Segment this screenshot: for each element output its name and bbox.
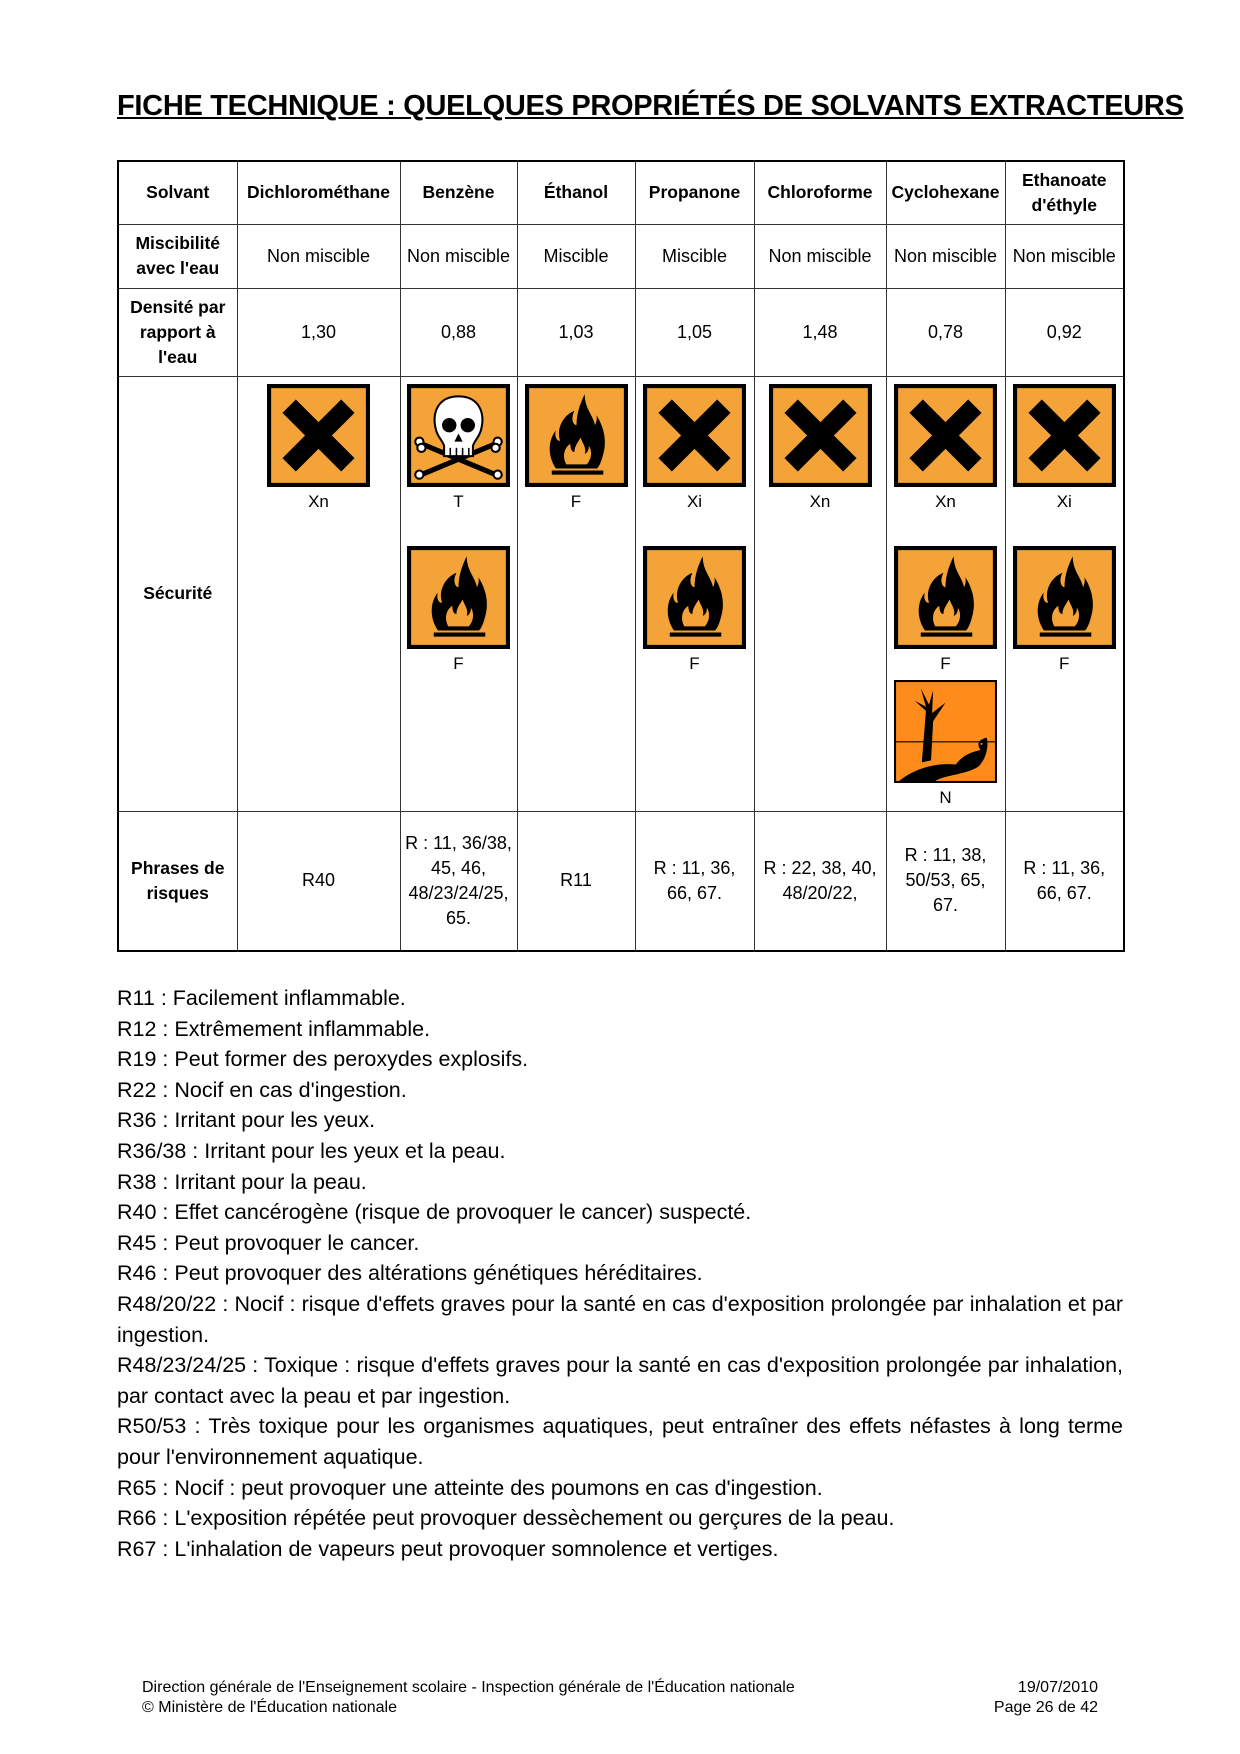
- safety-cell: [635, 376, 754, 811]
- pictogram-label: F: [453, 653, 464, 673]
- row-header-risk-phrases: Phrases de risques: [118, 811, 237, 951]
- risk-phrases-cell: R : 11, 36/38, 45, 46, 48/23/24/25, 65.: [400, 811, 517, 951]
- risk-phrases-legend: [117, 983, 1123, 1564]
- flammable-flame-icon: [894, 546, 997, 649]
- risk-phrase-item: R48/20/22 : Nocif : risque d'effets graves pour la santé en cas d'exposition prolongée par inhalation et par ingestion.: [117, 1291, 1123, 1347]
- row-header-miscibility: Miscibilité avec l'eau: [118, 224, 237, 288]
- row-header-solvent-name: Solvant: [118, 161, 237, 224]
- pictogram-stack: [759, 384, 882, 512]
- pictogram-stack: [405, 384, 513, 674]
- harmful-cross-icon: [769, 384, 872, 487]
- miscibility-cell: Non miscible: [400, 224, 517, 288]
- solvent-name-cell: Éthanol: [517, 161, 635, 224]
- solvent-name-cell: Cyclohexane: [886, 161, 1005, 224]
- miscibility-cell: Non miscible: [886, 224, 1005, 288]
- risk-phrase-item: R40 : Effet cancérogène (risque de provoquer le cancer) suspecté.: [117, 1200, 752, 1225]
- pictogram-stack: [522, 384, 631, 512]
- solvents-table: [117, 160, 1125, 952]
- risk-phrases-cell: R : 11, 36, 66, 67.: [1005, 811, 1124, 951]
- miscibility-cell: Non miscible: [237, 224, 400, 288]
- risk-phrase-item: R22 : Nocif en cas d'ingestion.: [117, 1077, 407, 1102]
- risk-phrase-item: R38 : Irritant pour la peau.: [117, 1169, 367, 1194]
- safety-cell: [754, 376, 886, 811]
- footer-page-number: Page 26 de 42: [993, 1699, 1098, 1716]
- risk-phrase-item: R36 : Irritant pour les yeux.: [117, 1108, 376, 1133]
- solvent-name-cell: Benzène: [400, 161, 517, 224]
- miscibility-cell: Non miscible: [1005, 224, 1124, 288]
- table-row-miscibility: [118, 224, 1124, 288]
- pictogram-label: Xi: [1056, 491, 1072, 511]
- risk-phrase-item: R45 : Peut provoquer le cancer.: [117, 1230, 420, 1255]
- pictogram-label: F: [689, 653, 700, 673]
- risk-phrase-item: R12 : Extrêmement inflammable.: [117, 1016, 431, 1041]
- risk-phrase-item: R65 : Nocif : peut provoquer une atteinte des poumons en cas d'ingestion.: [117, 1475, 823, 1500]
- pictogram-label: F: [1059, 653, 1070, 673]
- pictogram-stack: [891, 384, 1001, 808]
- safety-cell: [517, 376, 635, 811]
- safety-cell: [237, 376, 400, 811]
- risk-phrase-item: R36/38 : Irritant pour les yeux et la peau.: [117, 1138, 506, 1163]
- pictogram-label: N: [939, 787, 952, 807]
- footer-direction: Direction générale de l'Enseignement scolaire - Inspection générale de l'Éducation nationale: [142, 1679, 795, 1696]
- miscibility-cell: Miscible: [517, 224, 635, 288]
- table-row-solvent-name: [118, 161, 1124, 224]
- pictogram-label: Xi: [686, 491, 703, 511]
- environment-hazard-icon: [894, 680, 997, 783]
- pictogram-stack: [242, 384, 396, 512]
- density-cell: 1,48: [754, 288, 886, 376]
- safety-cell: [886, 376, 1005, 811]
- pictogram-label: T: [453, 491, 464, 511]
- table-row-safety: [118, 376, 1124, 811]
- pictogram-stack: [640, 384, 750, 674]
- pictogram-label: Xn: [308, 491, 329, 511]
- harmful-cross-icon: [1013, 384, 1116, 487]
- risk-phrase-item: R50/53 : Très toxique pour les organismes aquatiques, peut entraîner des effets néfastes à long terme pour l'environnement aquatique.: [117, 1414, 1123, 1469]
- risk-phrases-cell: R : 22, 38, 40, 48/20/22,: [754, 811, 886, 951]
- solvent-name-cell: Ethanoate d'éthyle: [1005, 161, 1124, 224]
- harmful-cross-icon: [894, 384, 997, 487]
- miscibility-cell: Miscible: [635, 224, 754, 288]
- density-cell: 1,30: [237, 288, 400, 376]
- toxic-skull-icon: [407, 384, 510, 487]
- footer-right: [988, 1678, 1098, 1718]
- footer-copyright: © Ministère de l'Éducation nationale: [142, 1699, 397, 1716]
- miscibility-cell: Non miscible: [754, 224, 886, 288]
- risk-phrases-cell: R : 11, 36, 66, 67.: [635, 811, 754, 951]
- pictogram-label: F: [940, 653, 951, 673]
- footer-left: [142, 1678, 795, 1718]
- table-row-risk-phrases: [118, 811, 1124, 951]
- density-cell: 0,78: [886, 288, 1005, 376]
- pictogram-label: Xn: [935, 491, 956, 511]
- row-header-density: Densité par rapport à l'eau: [118, 288, 237, 376]
- pictogram-stack: [1010, 384, 1120, 674]
- solvent-name-cell: Dichlorométhane: [237, 161, 400, 224]
- safety-cell: [400, 376, 517, 811]
- risk-phrases-cell: R40: [237, 811, 400, 951]
- solvent-name-cell: Chloroforme: [754, 161, 886, 224]
- risk-phrases-cell: R : 11, 38, 50/53, 65, 67.: [886, 811, 1005, 951]
- footer-date: 19/07/2010: [1017, 1679, 1098, 1696]
- page-title: FICHE TECHNIQUE : QUELQUES PROPRIÉTÉS DE SOLVANTS EXTRACTEURS: [117, 90, 1184, 122]
- pictogram-label: F: [570, 491, 582, 511]
- risk-phrase-item: R46 : Peut provoquer des altérations génétiques héréditaires.: [117, 1261, 703, 1286]
- row-header-safety: Sécurité: [118, 376, 237, 811]
- density-cell: 0,88: [400, 288, 517, 376]
- safety-cell: [1005, 376, 1124, 811]
- density-cell: 1,03: [517, 288, 635, 376]
- flammable-flame-icon: [1013, 546, 1116, 649]
- harmful-cross-icon: [643, 384, 746, 487]
- risk-phrase-item: R19 : Peut former des peroxydes explosifs.: [117, 1047, 529, 1072]
- risk-phrase-item: R11 : Facilement inflammable.: [117, 986, 406, 1010]
- flammable-flame-icon: [525, 384, 628, 487]
- flammable-flame-icon: [407, 546, 510, 649]
- flammable-flame-icon: [643, 546, 746, 649]
- density-cell: 1,05: [635, 288, 754, 376]
- table-row-density: [118, 288, 1124, 376]
- risk-phrase-item: R67 : L'inhalation de vapeurs peut provoquer somnolence et vertiges.: [117, 1536, 779, 1561]
- harmful-cross-icon: [267, 384, 370, 487]
- risk-phrase-item: R66 : L'exposition répétée peut provoquer dessèchement ou gerçures de la peau.: [117, 1506, 895, 1531]
- solvent-name-cell: Propanone: [635, 161, 754, 224]
- risk-phrases-cell: R11: [517, 811, 635, 951]
- density-cell: 0,92: [1005, 288, 1124, 376]
- pictogram-label: Xn: [809, 491, 831, 511]
- risk-phrase-item: R48/23/24/25 : Toxique : risque d'effets graves pour la santé en cas d'exposition prolongée par inhalation, par contact avec la peau et par ingestion.: [117, 1353, 1123, 1408]
